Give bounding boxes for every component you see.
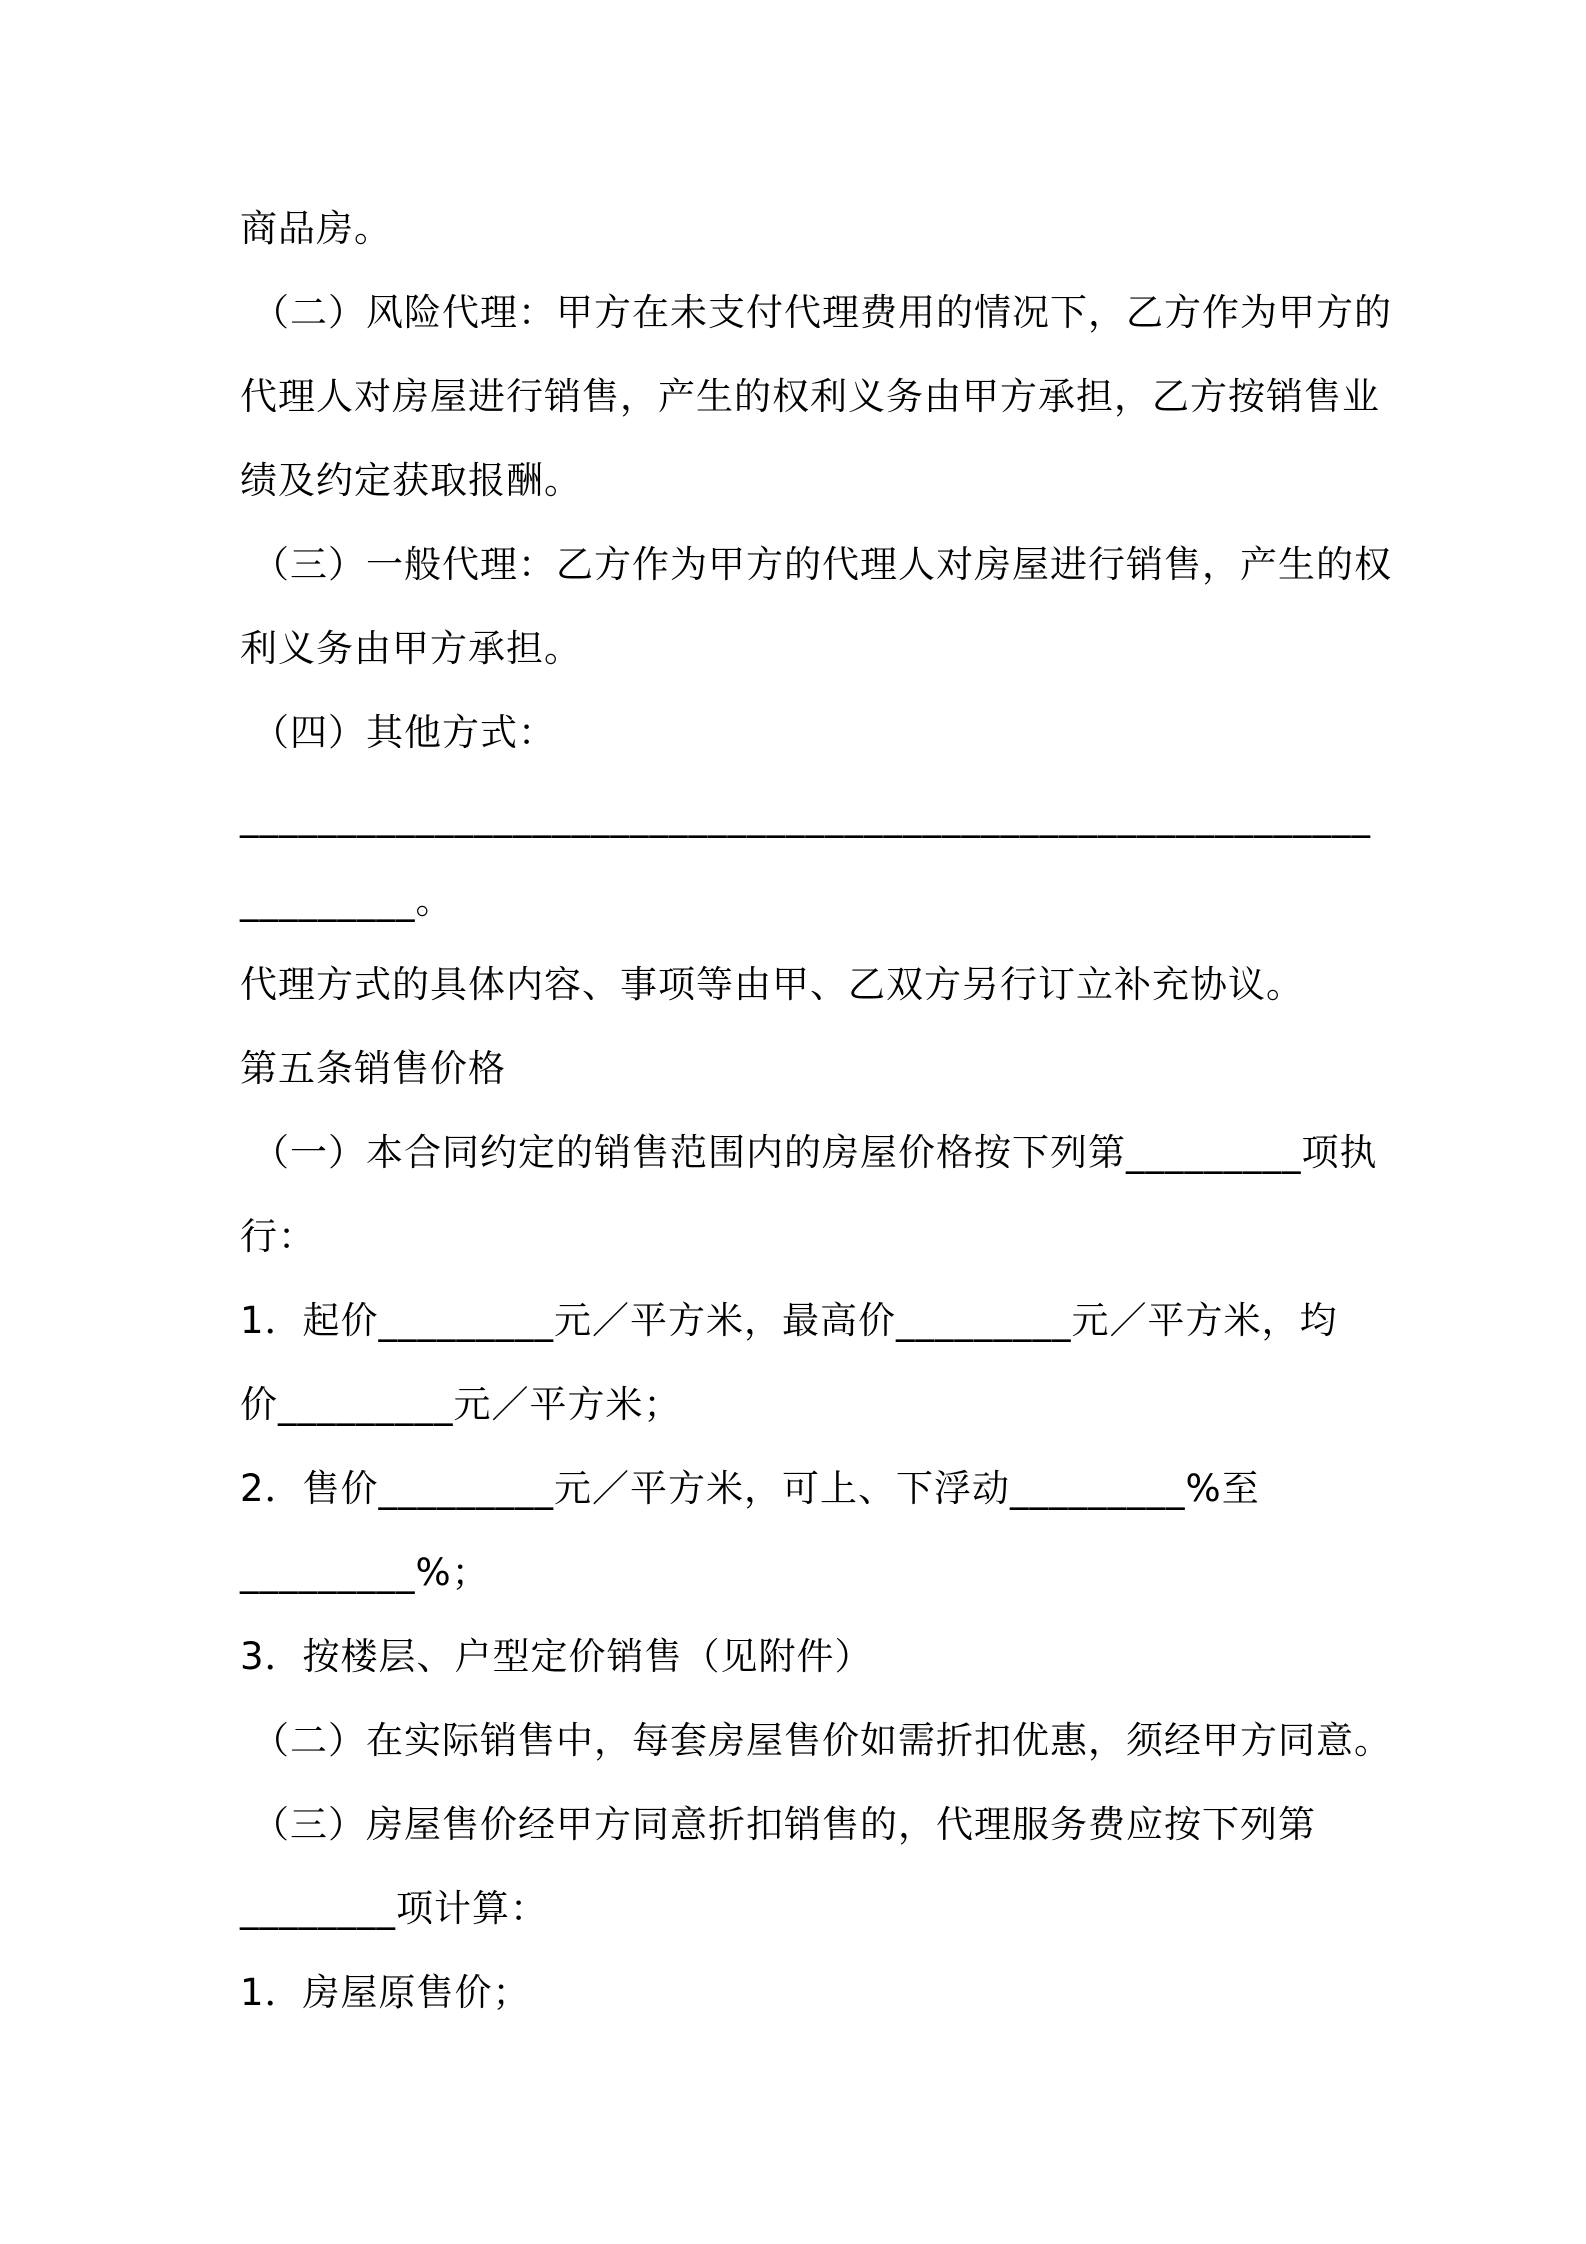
text-line: 代理人对房屋进行销售，产生的权利义务由甲方承担，乙方按销售业 xyxy=(240,375,1380,418)
text-line: 行： xyxy=(240,1215,316,1258)
text-line: （一）本合同约定的销售范围内的房屋价格按下列第_________项执 xyxy=(252,1131,1378,1174)
text-line: 价_________元／平方米； xyxy=(240,1383,682,1426)
text-line: _________%； xyxy=(240,1551,490,1594)
text-line: （三）房屋售价经甲方同意折扣销售的，代理服务费应按下列第 xyxy=(252,1803,1316,1846)
section-heading: 第五条销售价格 xyxy=(240,1047,506,1090)
text-line: 3．按楼层、户型定价销售（见附件） xyxy=(240,1635,873,1678)
blank-fill-line: _________。 xyxy=(240,879,454,922)
text-line: 代理方式的具体内容、事项等由甲、乙双方另行订立补充协议。 xyxy=(240,963,1304,1006)
text-line: （三）一般代理：乙方作为甲方的代理人对房屋进行销售，产生的权 xyxy=(252,543,1392,586)
text-line: （四）其他方式： xyxy=(252,711,556,754)
text-line: 利义务由甲方承担。 xyxy=(240,627,582,670)
text-line: 商品房。 xyxy=(240,207,392,250)
text-line: （二）在实际销售中，每套房屋售价如需折扣优惠，须经甲方同意。 xyxy=(252,1719,1392,1762)
text-line: 1．房屋原售价； xyxy=(240,1971,531,2014)
text-line: 1．起价_________元／平方米，最高价_________元／平方米，均 xyxy=(240,1299,1338,1342)
blank-fill-line: __________________________________________________________ xyxy=(240,795,1371,838)
text-line: ________项计算： xyxy=(240,1887,548,1930)
text-line: 2．售价_________元／平方米，可上、下浮动_________%至 xyxy=(240,1467,1260,1510)
text-line: （二）风险代理：甲方在未支付代理费用的情况下，乙方作为甲方的 xyxy=(252,291,1392,334)
text-line: 绩及约定获取报酬。 xyxy=(240,459,582,502)
